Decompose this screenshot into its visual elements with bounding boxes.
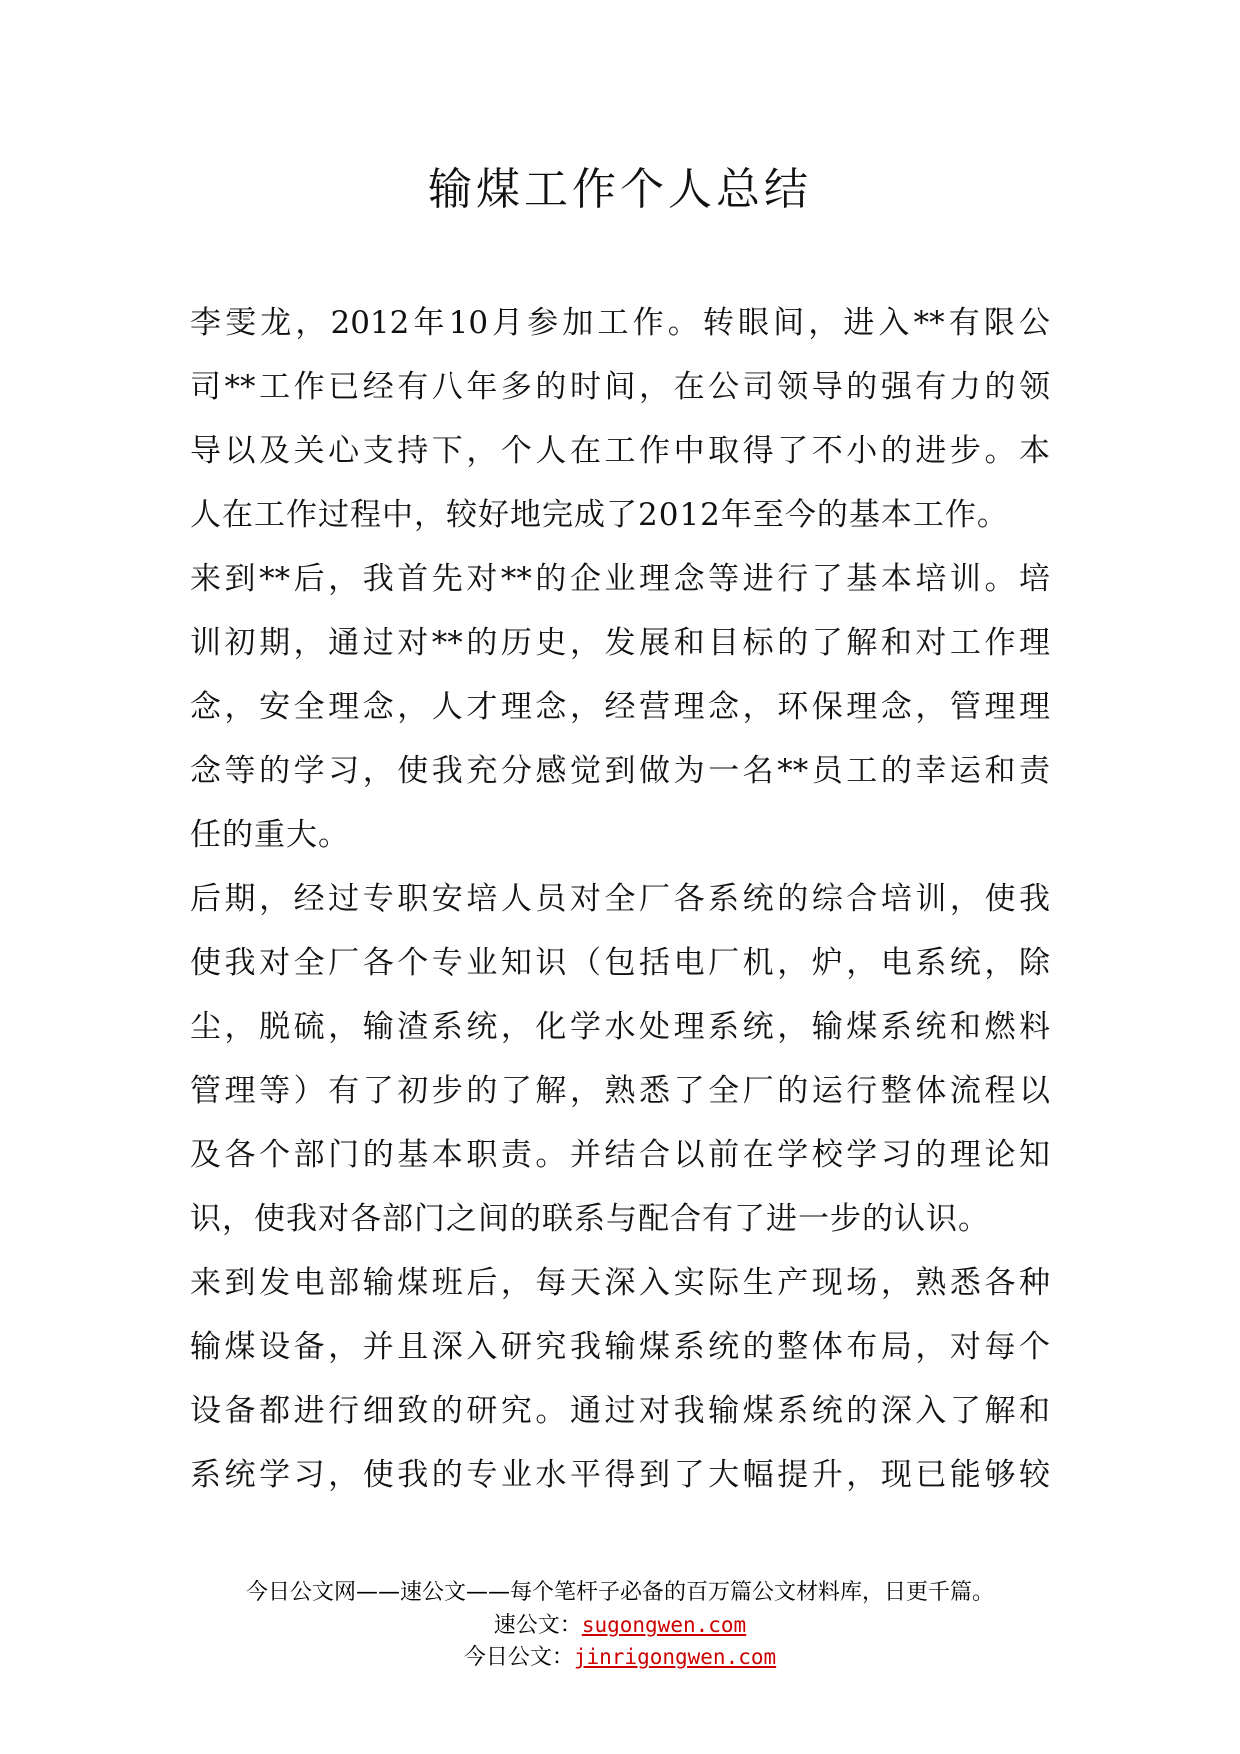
- document-body: [190, 291, 1050, 1507]
- body-line: 系统学习，使我的专业水平得到了大幅提升，现已能够较: [190, 1457, 1050, 1493]
- footer-site2: [0, 1641, 1240, 1673]
- footer-site1: [0, 1609, 1240, 1641]
- body-line: 后期，经过专职安培人员对全厂各系统的综合培训，使我: [190, 881, 1050, 917]
- body-line: 训初期，通过对**的历史，发展和目标的了解和对工作理: [190, 625, 1050, 661]
- body-line: 尘，脱硫，输渣系统，化学水处理系统，输煤系统和燃料: [190, 1009, 1050, 1045]
- footer-site2-link[interactable]: jinrigongwen.com: [573, 1645, 777, 1669]
- footer-site2-label: 今日公文：: [463, 1645, 574, 1670]
- footer-site1-label: 速公文：: [493, 1613, 582, 1638]
- footer-tagline: 今日公文网——速公文——每个笔杆子必备的百万篇公文材料库，日更千篇。: [245, 1580, 994, 1605]
- body-line: 来到发电部输煤班后，每天深入实际生产现场，熟悉各种: [190, 1265, 1050, 1301]
- body-line: 管理等）有了初步的了解，熟悉了全厂的运行整体流程以: [190, 1073, 1050, 1109]
- body-line: 识，使我对各部门之间的联系与配合有了进一步的认识。: [190, 1201, 990, 1237]
- footer-site1-link[interactable]: sugongwen.com: [581, 1613, 747, 1637]
- body-line: 输煤设备，并且深入研究我输煤系统的整体布局，对每个: [190, 1329, 1050, 1365]
- body-line: 念，安全理念，人才理念，经营理念，环保理念，管理理: [190, 689, 1050, 725]
- body-line: 任的重大。: [190, 817, 350, 853]
- body-line: 人在工作过程中，较好地完成了2012年至今的基本工作。: [190, 497, 1009, 533]
- page-footer: [0, 1577, 1240, 1673]
- body-line: 设备都进行细致的研究。通过对我输煤系统的深入了解和: [190, 1393, 1050, 1429]
- body-line: 念等的学习，使我充分感觉到做为一名**员工的幸运和责: [190, 753, 1050, 789]
- body-line: 及各个部门的基本职责。并结合以前在学校学习的理论知: [190, 1137, 1050, 1173]
- body-line: 李雯龙，2012年10月参加工作。转眼间，进入**有限公: [190, 305, 1050, 341]
- body-line: 来到**后，我首先对**的企业理念等进行了基本培训。培: [190, 561, 1050, 597]
- document-title: 输煤工作个人总结: [428, 164, 812, 215]
- body-line: 导以及关心支持下，个人在工作中取得了不小的进步。本: [190, 433, 1050, 469]
- body-line: 使我对全厂各个专业知识（包括电厂机，炉，电系统，除: [190, 945, 1050, 981]
- body-line: 司**工作已经有八年多的时间，在公司领导的强有力的领: [190, 369, 1050, 405]
